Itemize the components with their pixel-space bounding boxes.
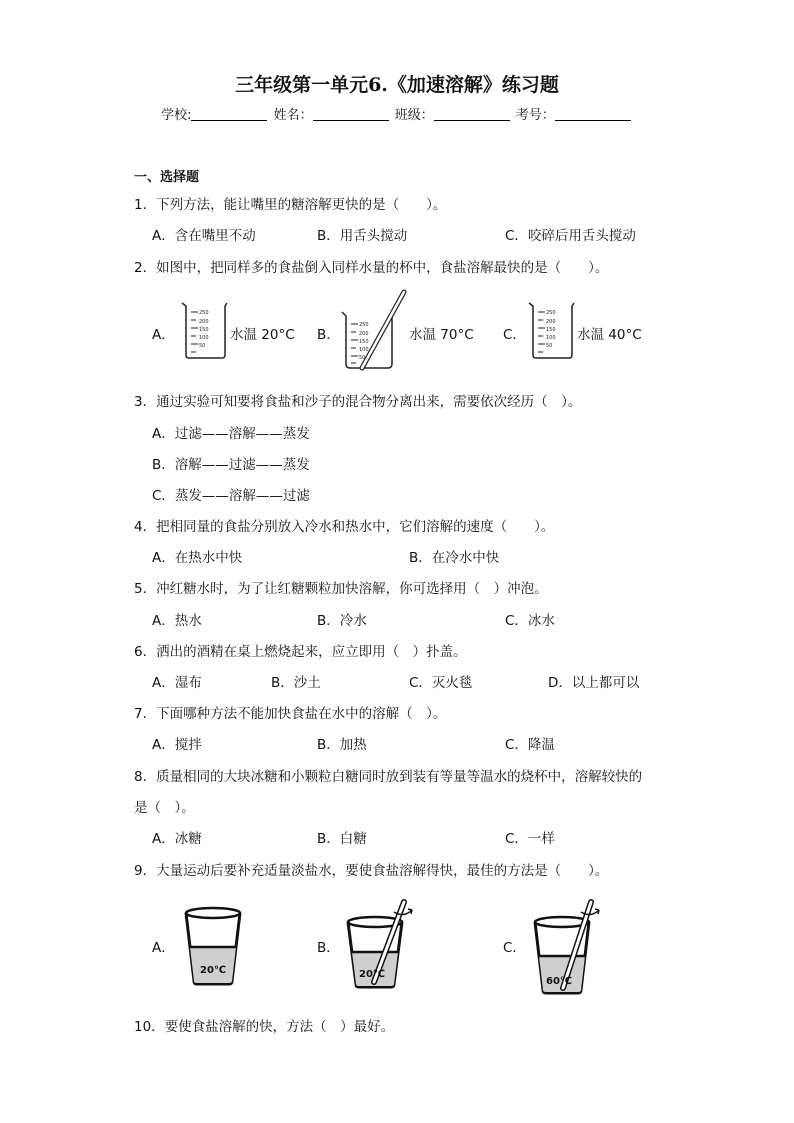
question-9: 9．大量运动后要补充适量淡盐水，要使食盐溶解得快，最佳的方法是（ ）。	[134, 863, 609, 879]
question-8: 8．质量相同的大块冰糖和小颗粒白糖同时放到装有等量等温水的烧杯中，溶解较快的	[134, 769, 643, 785]
q7-option-c[interactable]: C．降温	[505, 737, 555, 753]
question-7: 7．下面哪种方法不能加快食盐在水中的溶解（ ）。	[134, 706, 447, 722]
q8-option-a[interactable]: A．冰糖	[152, 831, 202, 847]
question-1: 1．下列方法，能让嘴里的糖溶解更快的是（ ）。	[134, 197, 447, 213]
beaker-b-mark-50: 50	[359, 355, 366, 361]
q8-option-b[interactable]: B．白糖	[317, 831, 367, 847]
q3-option-c[interactable]: C．蒸发——溶解——过滤	[152, 488, 310, 504]
cup-c-temp: 60℃	[545, 976, 573, 987]
beaker-image-b	[338, 288, 410, 372]
cup-image-c	[529, 898, 601, 998]
q5-option-c[interactable]: C．冰水	[505, 613, 555, 629]
q7-option-a[interactable]: A．搅拌	[152, 737, 202, 753]
beaker-b-mark-250: 250	[359, 322, 369, 328]
q2-water-temp-a: 水温 20°C	[230, 327, 295, 343]
beaker-c-mark-200: 200	[546, 319, 556, 325]
beaker-b-mark-100: 100	[359, 347, 369, 353]
beaker-b-mark-200: 200	[359, 331, 369, 337]
beaker-c-mark-250: 250	[546, 310, 556, 316]
q4-option-b[interactable]: B．在冷水中快	[409, 550, 500, 566]
q7-option-b[interactable]: B．加热	[317, 737, 367, 753]
q6-option-c[interactable]: C．灭火毯	[409, 675, 473, 691]
beaker-a-mark-100: 100	[199, 335, 209, 341]
beaker-a-mark-200: 200	[199, 319, 209, 325]
name-blank[interactable]	[313, 108, 389, 121]
school-blank[interactable]	[191, 108, 267, 121]
q5-option-b[interactable]: B．冷水	[317, 613, 367, 629]
q9-option-a[interactable]: A．	[152, 940, 175, 956]
question-8-continued: 是（ ）。	[134, 800, 195, 816]
question-3: 3．通过实验可知要将食盐和沙子的混合物分离出来，需要依次经历（ ）。	[134, 394, 582, 410]
class-blank[interactable]	[434, 108, 510, 121]
q3-option-b[interactable]: B．溶解——过滤——蒸发	[152, 457, 310, 473]
beaker-c-mark-50: 50	[546, 343, 553, 349]
stirring-rod	[362, 292, 404, 368]
cup-a-temp: 20℃	[199, 965, 227, 976]
beaker-c-mark-150: 150	[546, 327, 556, 333]
q1-option-b[interactable]: B．用舌头搅动	[317, 228, 408, 244]
q6-option-d[interactable]: D．以上都可以	[548, 675, 640, 691]
student-info-line	[0, 104, 794, 123]
q6-option-a[interactable]: A．湿布	[152, 675, 202, 691]
question-2: 2．如图中，把同样多的食盐倒入同样水量的杯中，食盐溶解最快的是（ ）。	[134, 260, 609, 276]
beaker-image-a	[178, 300, 230, 360]
q9-option-b[interactable]: B．	[317, 940, 340, 956]
class-label: 班级：	[394, 108, 434, 123]
beaker-a-mark-50: 50	[199, 343, 206, 349]
number-blank[interactable]	[555, 108, 631, 121]
beaker-a-mark-150: 150	[199, 327, 209, 333]
q2-water-temp-b: 水温 70°C	[409, 327, 474, 343]
q2-option-b[interactable]: B．	[317, 327, 340, 343]
q8-option-c[interactable]: C．一样	[505, 831, 555, 847]
q4-option-a[interactable]: A．在热水中快	[152, 550, 243, 566]
question-5: 5．冲红糖水时，为了让红糖颗粒加快溶解，你可选择用（ ）冲泡。	[134, 581, 548, 597]
page-title: 三年级第一单元6.《加速溶解》练习题	[235, 74, 559, 96]
q1-option-a[interactable]: A．含在嘴里不动	[152, 228, 256, 244]
q6-option-b[interactable]: B．沙土	[271, 675, 321, 691]
question-4: 4．把相同量的食盐分别放入冷水和热水中，它们溶解的速度（ ）。	[134, 519, 555, 535]
name-label: 姓名：	[273, 108, 313, 123]
q1-option-c[interactable]: C．咬碎后用舌头搅动	[505, 228, 636, 244]
beaker-a-mark-250: 250	[199, 310, 209, 316]
cup-b-temp: 20℃	[358, 969, 386, 980]
q3-option-a[interactable]: A．过滤——溶解——蒸发	[152, 426, 310, 442]
school-label: 学校:	[161, 108, 192, 123]
q2-option-a[interactable]: A．	[152, 327, 175, 343]
q9-option-c[interactable]: C．	[503, 940, 526, 956]
number-label: 考号：	[515, 108, 555, 123]
beaker-c-mark-100: 100	[546, 335, 556, 341]
section-heading: 一、选择题	[134, 170, 200, 185]
q5-option-a[interactable]: A．热水	[152, 613, 202, 629]
q2-option-c[interactable]: C．	[503, 327, 526, 343]
q2-water-temp-c: 水温 40°C	[577, 327, 642, 343]
question-10: 10．要使食盐溶解的快，方法（ ）最好。	[134, 1019, 395, 1035]
beaker-b-mark-150: 150	[359, 339, 369, 345]
beaker-image-c	[525, 300, 577, 360]
cup-image-a	[180, 905, 246, 987]
cup-image-b	[342, 898, 414, 990]
question-6: 6．洒出的酒精在桌上燃烧起来，应立即用（ ）扑盖。	[134, 644, 467, 660]
